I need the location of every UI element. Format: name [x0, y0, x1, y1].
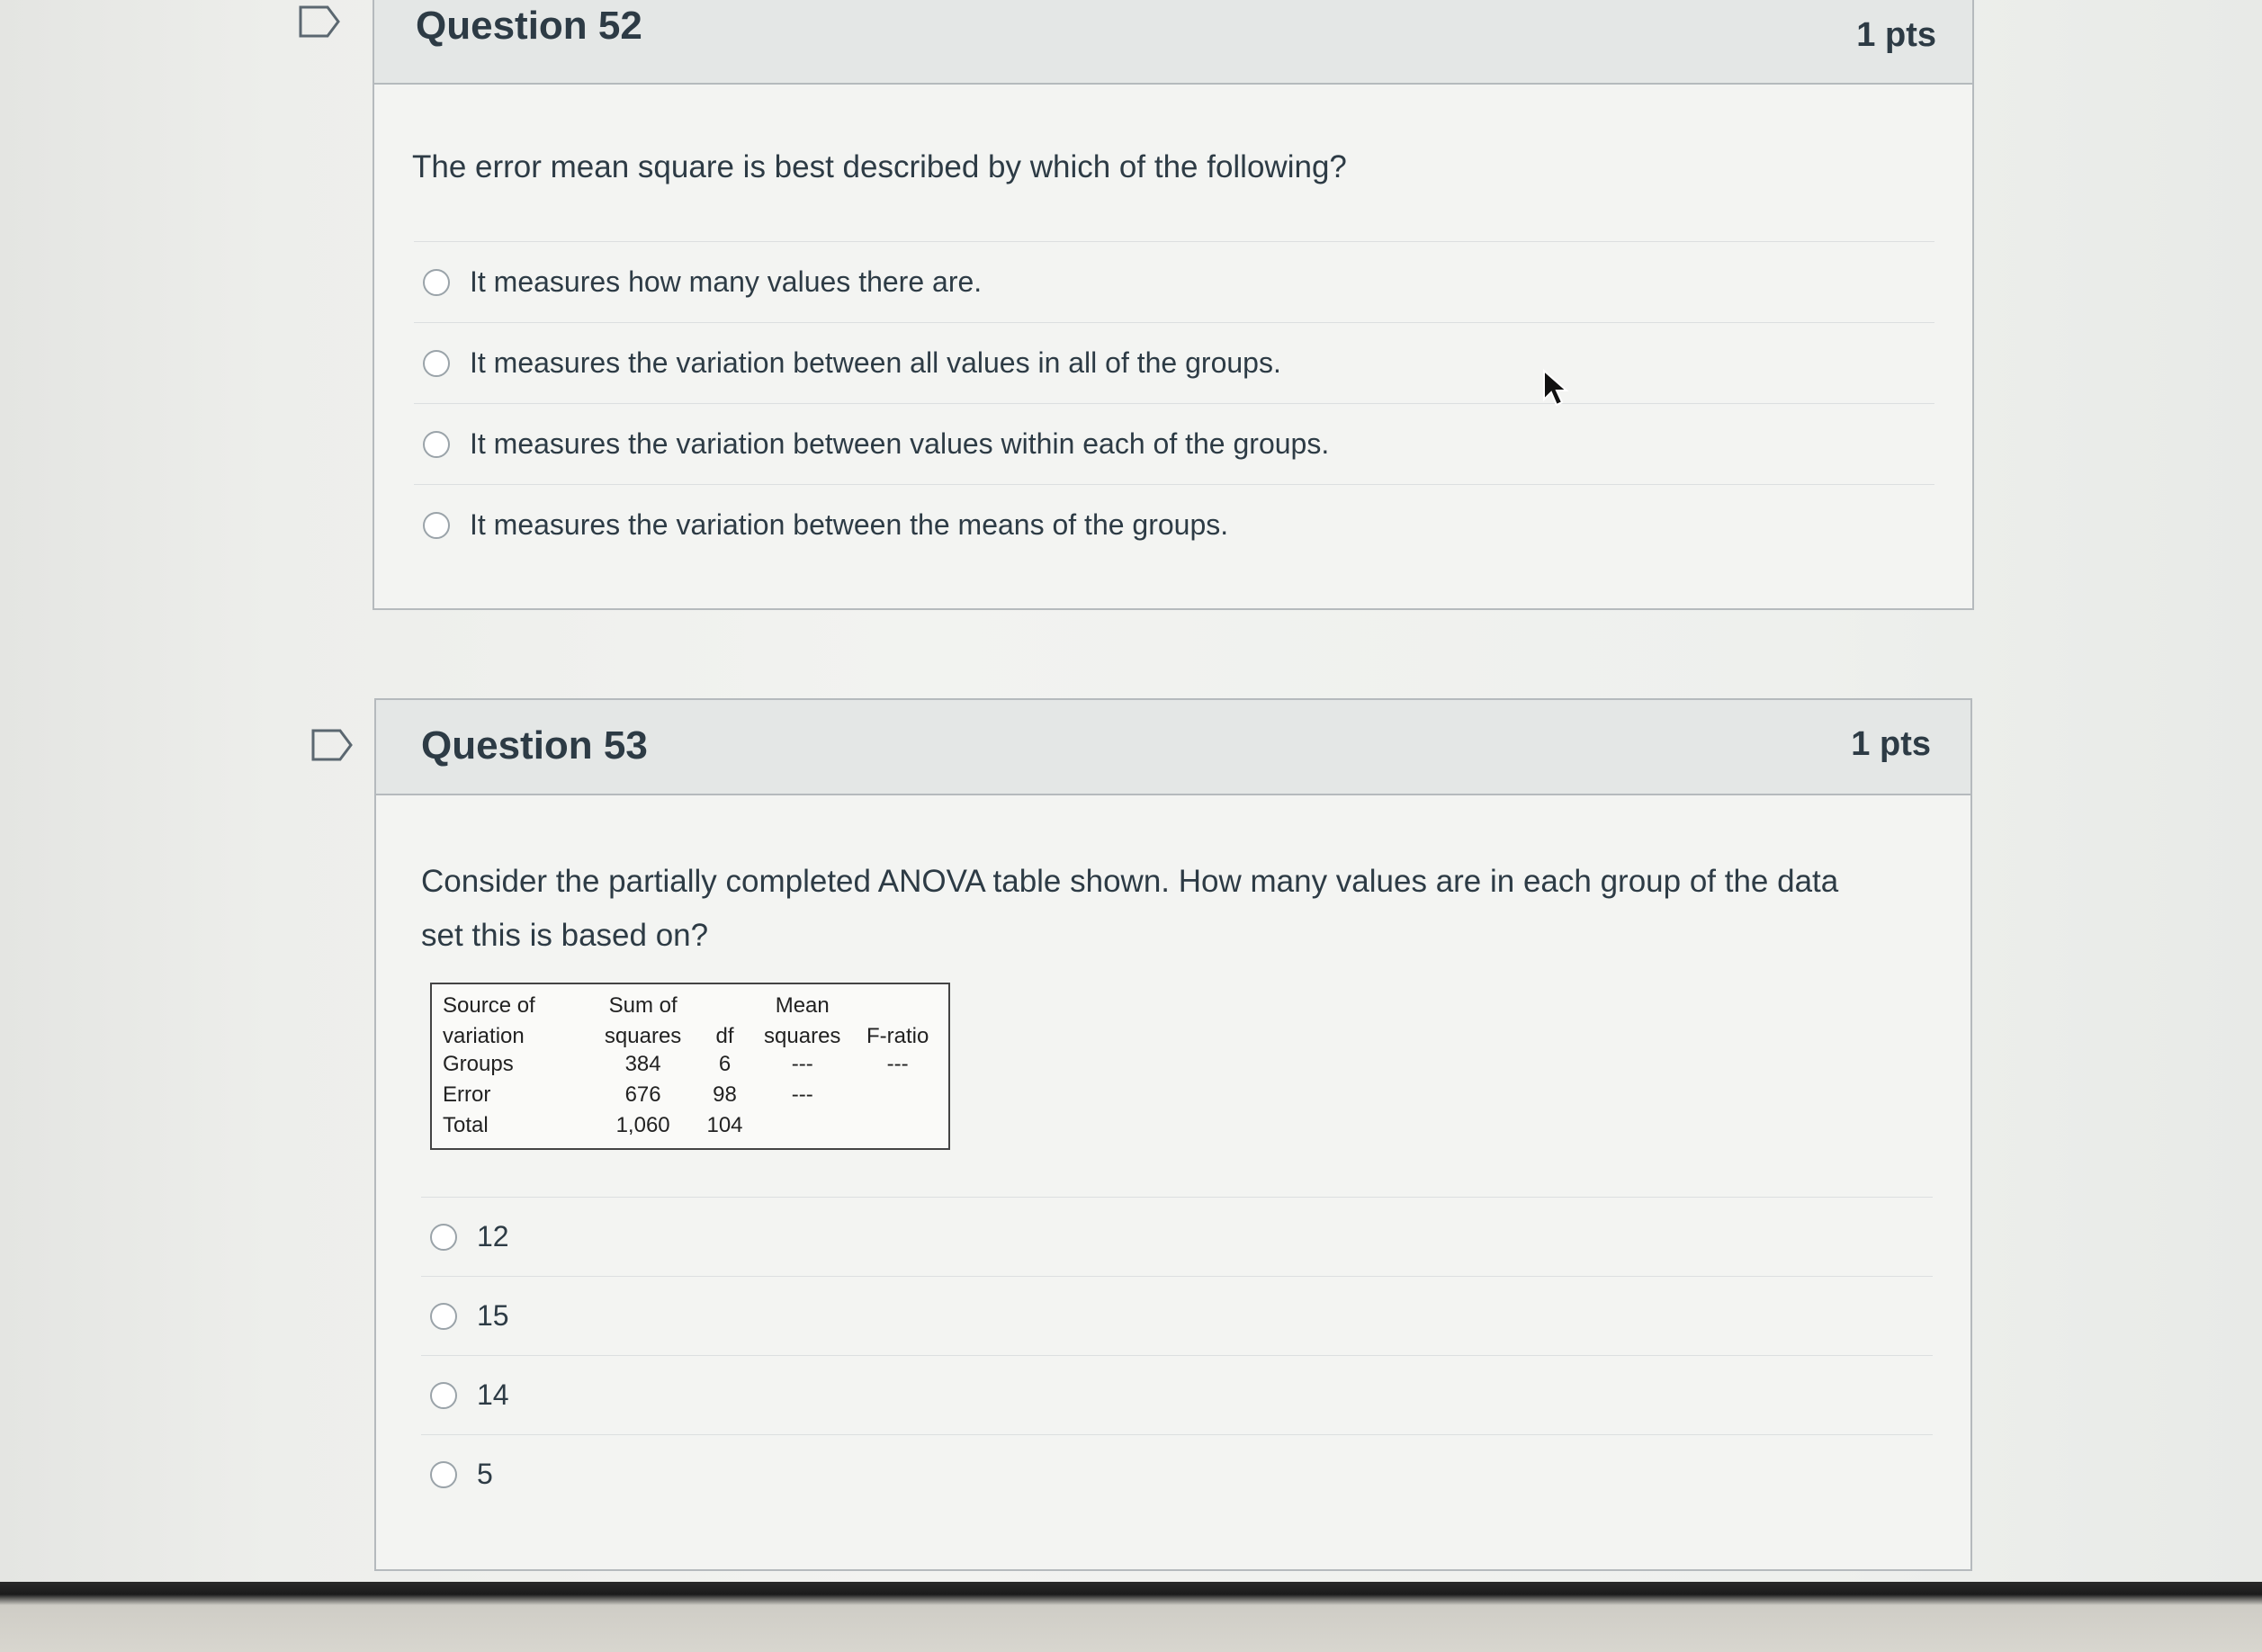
anova-cell: Total [443, 1113, 489, 1137]
question-53-card [374, 698, 1972, 1571]
anova-header-source: variation [443, 1024, 525, 1048]
radio-button-icon[interactable] [430, 1382, 457, 1409]
answer-option[interactable] [421, 1197, 1933, 1276]
monitor-bezel [0, 1582, 2262, 1652]
answer-option[interactable] [414, 241, 1934, 322]
anova-header-ss: Sum of [608, 993, 678, 1018]
question-title: Question 52 [416, 4, 642, 48]
anova-header-f [852, 988, 943, 1019]
radio-button-icon[interactable] [423, 431, 450, 458]
question-title: Question 53 [421, 723, 648, 768]
answer-option[interactable] [414, 403, 1934, 484]
answer-option[interactable] [414, 484, 1934, 565]
anova-cell: 104 [706, 1113, 743, 1137]
answer-option[interactable] [421, 1434, 1933, 1513]
anova-header-ms: squares [764, 1024, 841, 1048]
answer-label: 12 [477, 1220, 509, 1252]
anova-cell [752, 1110, 852, 1141]
anova-cell: 6 [718, 1052, 732, 1076]
anova-cell: 98 [713, 1082, 737, 1107]
question-prompt-line: Consider the partially completed ANOVA table shown. How many values are in each group of the data [421, 864, 1839, 899]
question-points: 1 pts [1851, 725, 1931, 763]
anova-cell: 676 [624, 1082, 661, 1107]
radio-button-icon[interactable] [430, 1461, 457, 1488]
anova-header-ms: Mean [775, 993, 830, 1018]
answer-label: 14 [477, 1378, 509, 1411]
question-52-card [373, 0, 1974, 610]
answer-label: 5 [477, 1458, 493, 1490]
anova-table [430, 983, 950, 1150]
radio-button-icon[interactable] [430, 1303, 457, 1330]
table-row [437, 1049, 943, 1080]
question-53-header [376, 700, 1970, 795]
anova-cell [852, 1110, 943, 1141]
anova-cell [852, 1080, 943, 1110]
answer-label: It measures the variation between all values in all of the groups. [470, 346, 1281, 379]
anova-header-f: F-ratio [866, 1024, 929, 1048]
anova-header-ss: squares [604, 1024, 682, 1048]
bookmark-flag-icon[interactable] [311, 729, 353, 761]
anova-cell: 384 [624, 1052, 661, 1076]
anova-header-df: df [715, 1024, 734, 1048]
question-prompt: The error mean square is best described by which of the following? [412, 149, 1347, 184]
mouse-pointer-icon [1542, 369, 1569, 409]
anova-cell: --- [791, 1052, 813, 1076]
anova-cell: --- [791, 1082, 813, 1107]
radio-button-icon[interactable] [430, 1224, 457, 1251]
anova-header-df [697, 988, 752, 1019]
answer-label: 15 [477, 1299, 509, 1332]
answer-option[interactable] [414, 322, 1934, 403]
radio-button-icon[interactable] [423, 269, 450, 296]
question-52-header [374, 0, 1972, 85]
radio-button-icon[interactable] [423, 512, 450, 539]
anova-cell: 1,060 [615, 1113, 670, 1137]
question-points: 1 pts [1856, 16, 1936, 54]
anova-header-source: Source of [443, 993, 535, 1018]
answer-option[interactable] [421, 1355, 1933, 1434]
table-row [437, 1110, 943, 1141]
answer-list [421, 1197, 1933, 1513]
answer-option[interactable] [421, 1276, 1933, 1355]
anova-cell: Error [443, 1082, 491, 1107]
table-row [437, 1080, 943, 1110]
bookmark-flag-icon[interactable] [299, 5, 340, 38]
answer-label: It measures how many values there are. [470, 265, 983, 298]
anova-cell: Groups [443, 1052, 514, 1076]
radio-button-icon[interactable] [423, 350, 450, 377]
answer-label: It measures the variation between the means of the groups. [470, 508, 1229, 541]
answer-label: It measures the variation between values within each of the groups. [470, 427, 1330, 460]
question-prompt-line: set this is based on? [421, 918, 709, 953]
anova-cell: --- [886, 1052, 909, 1076]
answer-list [414, 241, 1934, 565]
question-prompt [421, 855, 1838, 963]
